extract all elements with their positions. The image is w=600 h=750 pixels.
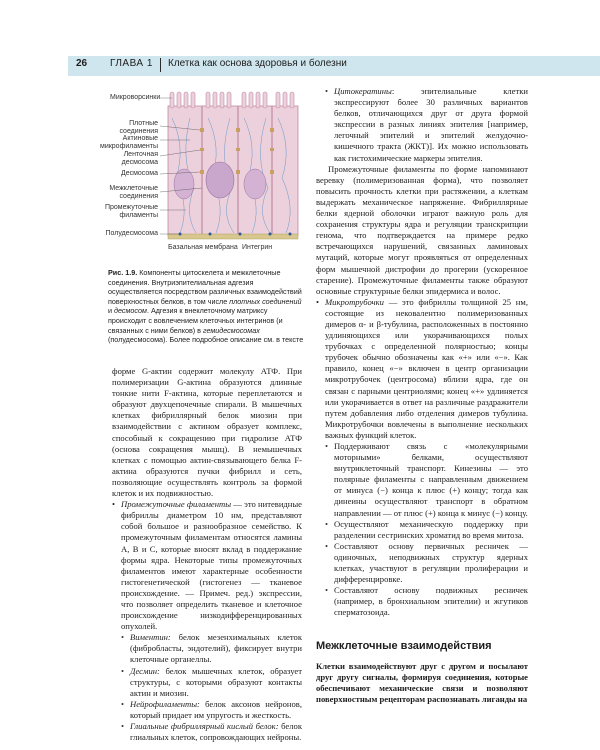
- label-intermediate-filaments: Промежуточные филаменты: [104, 204, 158, 219]
- bullet-microtubules: • Микротрубочки — это фибриллы толщиной 25 нм, состоящие из нековалентно полимеризованных димеров α- и β-тубулина, расположенных в постоянно удлиняющихся или укорачивающихся полых трубочках с определенной полярностью; концы трубочек обычно обозначены как «+» или «−». Как правило, конец «−» включен в центр организации микротрубочек (центросома) вблизи ядра, где он связан с парными центриолями; конец «+» удлиняется или укорачивается в ответ на различные раздражители путем добавления либо отделения димеров тубулина. Микротрубочки вовлечены в выполнение нескольких важных функций клеток.: [316, 297, 528, 441]
- label-tight-junctions: Плотные соединения: [119, 120, 158, 135]
- label-actin-microfilaments: Актиновые микрофиламенты: [100, 135, 159, 150]
- left-column: [112, 366, 302, 743]
- label-hemidesmosome: Полудесмосома: [105, 230, 158, 237]
- bullet-intermediate-filaments: • Промежуточные филаменты — это нитевидные фибриллы диаметром 10 нм, представляют собой большое и разнообразное семейство. К промежуточным филаментам относятся ламины А, В и С, которые вносят вклад в поддержание формы ядра. Некоторые типы промежуточных филаментов имеют характерные особенности гистогенетической (гистогенез — тканевое происхождение. — Примеч. ред.) экспрессии, что позволяет определить тканевое и клеточное происхождение низкодифференцированных опухолей.: [112, 499, 302, 632]
- section-intro: Клетки взаимодействуют друг с другом и посылают друг другу сигналы, формируя соединения, которые обеспечивают механические связи и позволяют поверхностным рецепторам распознавать лиганды на: [316, 661, 528, 705]
- subbullet-gfap: • Глиальные фибриллярный кислый белок: белок глиальных клеток, сопровождающих нейроны.: [112, 721, 302, 743]
- label-microvilli: Микроворсинки: [110, 94, 161, 101]
- subbullet-vimentin: • Виментин: белок мезенхимальных клеток (фибробласты, эндотелий), фиксирует внутри клеточные органеллы.: [112, 632, 302, 665]
- subbullet-motile-cilia: • Составляют основу подвижных ресничек (например, в бронхиальном эпителии) и жгутиков сперматозоида.: [316, 585, 528, 618]
- right-column: [316, 86, 528, 619]
- subbullet-motor-proteins: • Поддерживают связь с «молекулярными моторными» белками, осуществляют внутриклеточный транспорт. Кинезины — это полярные филаменты с направленным движением от минуса (−) конца к плюс (+) концу; тогда как динеины осуществляют транспорт в обратном направлении — от плюс (+) конца к минус (−) концу.: [316, 441, 528, 519]
- label-integrin: Интегрин: [242, 244, 273, 251]
- paragraph-actin: форме G-актин содержит молекулу АТФ. При полимеризации G-актина образуются длинные тонкие нити F-актина, которые переплетаются и образуют двухцепочечные спирали. В мышечных клетках фибриллярный белок миозин при взаимодействии с актином образует комплекс, способный к сокращению при гидролизе АТФ (основа сокращения мышц). В немышечных клетках с помощью актин-связывающего белка F-актина образуются пучки фибрилл и сеть, позволяющие осуществлять контроль за формой клеток и их подвижностью.: [112, 366, 302, 499]
- subbullet-neurofilaments: • Нейрофиламенты: белок аксонов нейронов, который придает им упругость и жесткость.: [112, 699, 302, 721]
- subbullet-desmin: • Десмин: белок мышечных клеток, образует структуры, с которыми образуют контакты актин и миозин.: [112, 666, 302, 699]
- paragraph-intermediate-filaments: Промежуточные филаменты по форме напоминают веревку (полимеризованная форма), что позволяет повысить прочность клетки при растяжении, а клеткам выдержать механическое напряжение. Фибриллярные белки ядерной оболочки играют важную роль для сохранения структуры ядра и регуляции транскрипции генома, что подтверждается на примере редко встречающихся нарушений, связанных ламиновых мутаций, которые могут проявляться от определенных форм мышечной дистрофии до прогерии (ускоренное старение). Промежуточные филаменты также образуют основные структурные белки эпидермиса и волос.: [316, 163, 528, 296]
- label-basal-membrane: Базальная мембрана: [168, 244, 238, 251]
- label-belt-desmosome: Ленточная десмосома: [121, 151, 158, 166]
- header-separator: [160, 58, 161, 72]
- subbullet-primary-cilia: • Составляют основу первичных ресничек — одиночных, неподвижных структур ядерных клетках, участвуют в регуляции пролиферации и дифференцировке.: [316, 541, 528, 585]
- label-cell-junctions: Межклеточные соединения: [109, 185, 158, 200]
- figure-caption: Рис. 1.9. Компоненты цитоскелета и межклеточные соединения. Внутриэпителиальная адгезия осуществляется посредством различных взаимодействий поверхностных белков, в том числе плотных соединений и десмосом. Адгезия к внеклеточному матриксу происходит с вовлечением клеточных интегринов (и связанных с ними белков) в гемидесмосомах (полудесмосома). Более подробное описание см. в тексте: [108, 268, 304, 345]
- subbullet-mitosis: • Осуществляют механическую поддержку при разделении сестринских хроматид во время митоза.: [316, 519, 528, 541]
- epithelial-cells: [168, 92, 298, 239]
- chapter-label: ГЛАВА 1: [110, 58, 153, 69]
- cytoskeleton-figure: [100, 88, 300, 256]
- caption-label: Рис. 1.9.: [108, 268, 138, 277]
- chapter-title: Клетка как основа здоровья и болезни: [168, 58, 347, 69]
- page-number: 26: [76, 58, 88, 69]
- label-desmosome: Десмосома: [120, 170, 158, 177]
- subbullet-cytokeratins: • Цитокератины: эпителиальные клетки экспрессируют более 30 различных вариантов белков, отличающихся друг от друга формой экспрессии в разных линиях эпителия [например, легочный эпителий и эпителий желудочно-кишечного тракта (ЖКТ)]. Их можно использовать как гистохимические маркеры эпителия.: [316, 86, 528, 164]
- section-heading: Межклеточные взаимодействия: [316, 640, 492, 652]
